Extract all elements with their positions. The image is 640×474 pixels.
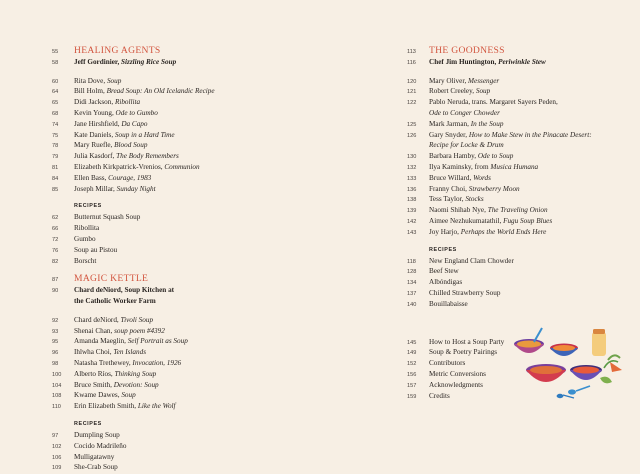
toc-entry xyxy=(52,315,322,326)
page-number: 76 xyxy=(52,247,59,254)
author: Bruce Smith, xyxy=(74,380,112,389)
author: Robert Creeley, xyxy=(429,87,475,96)
entry-title: Contributors xyxy=(429,359,466,368)
author: Bruce Willard, xyxy=(429,173,472,182)
author: Didi Jackson, xyxy=(74,98,114,107)
toc-entry xyxy=(407,86,632,97)
toc-entry xyxy=(407,140,632,151)
page-number: 137 xyxy=(407,290,417,297)
section-heading-healing-agents xyxy=(52,46,322,57)
author: Amanda Maeglin, xyxy=(74,337,126,346)
page-number: 85 xyxy=(52,186,59,193)
work-title: Tivoli Soup xyxy=(120,315,154,324)
work-title: Da Capo xyxy=(121,119,148,128)
work-title: Ten Islands xyxy=(113,348,147,357)
page-number: 82 xyxy=(52,258,59,265)
author: Julia Kasdorf, xyxy=(74,152,115,161)
author: Kate Daniels, xyxy=(74,130,114,139)
page-number: 118 xyxy=(407,258,416,265)
entry-title: Credits xyxy=(429,391,450,400)
recipe-list xyxy=(52,212,322,266)
page-number: 122 xyxy=(407,100,417,107)
toc-entry xyxy=(52,326,322,337)
recipe-list xyxy=(407,256,632,310)
recipe-entry xyxy=(52,234,322,245)
author: Ilya Kaminsky, from xyxy=(429,162,489,171)
recipes-label: RECIPES xyxy=(74,203,102,210)
page-number: 110 xyxy=(52,404,61,411)
toc-entry xyxy=(407,205,632,216)
recipe-entry xyxy=(407,266,632,277)
toc-entry xyxy=(407,194,632,205)
toc-entry xyxy=(52,162,322,173)
entry-title: Dumpling Soup xyxy=(74,430,120,439)
recipe-list xyxy=(52,430,322,473)
toc-entry xyxy=(407,162,632,173)
page-number: 159 xyxy=(407,393,417,400)
toc-entry xyxy=(407,130,632,141)
work-title: Thinking Soup xyxy=(114,369,157,378)
toc-entry xyxy=(52,151,322,162)
section-heading-the-goodness xyxy=(407,46,632,57)
page-number: 87 xyxy=(52,277,59,284)
page-number: 65 xyxy=(52,100,59,107)
work-title: Devotion: Soup xyxy=(113,380,159,389)
author: Joy Harjo, xyxy=(429,227,459,236)
toc-entry xyxy=(52,140,322,151)
page-number: 90 xyxy=(52,288,59,295)
entry-title: Soup au Pistou xyxy=(74,245,118,254)
entry-title: Ribollita xyxy=(74,224,100,233)
page-number: 108 xyxy=(52,393,62,400)
entry-title: Cocido Madrileño xyxy=(74,441,127,450)
toc-lead-entry xyxy=(407,57,632,68)
work-title: Soup xyxy=(121,391,136,400)
work-title: The Body Remembers xyxy=(116,152,179,161)
work-title: Soup in a Hard Time xyxy=(114,130,175,139)
recipe-entry xyxy=(407,256,632,267)
work-title: The Traveling Onion xyxy=(487,206,548,215)
toc-entry xyxy=(407,151,632,162)
page-number: 100 xyxy=(52,371,62,378)
recipe-entry xyxy=(52,212,322,223)
entry-title: Bouillabaisse xyxy=(429,299,468,308)
author: Mary Ruefle, xyxy=(74,141,113,150)
recipes-label: RECIPES xyxy=(74,420,102,427)
toc-entry xyxy=(52,347,322,358)
page-number: 145 xyxy=(407,339,417,346)
page-number: 75 xyxy=(52,132,59,139)
page-number: 92 xyxy=(52,317,59,324)
page-number: 138 xyxy=(407,197,417,204)
author: Chef Jim Huntington, xyxy=(429,57,497,66)
toc-entry xyxy=(52,380,322,391)
toc-entry xyxy=(52,108,322,119)
entry-title: She-Crab Soup xyxy=(74,463,118,472)
work-title: Musica Humana xyxy=(490,162,539,171)
entry-title: New England Clam Chowder xyxy=(429,256,514,265)
page-number: 134 xyxy=(407,280,417,287)
author: Pablo Neruda, trans. Margaret Sayers Peden, xyxy=(429,98,558,107)
toc-entry xyxy=(407,108,632,119)
toc-entry xyxy=(52,119,322,130)
page-number: 79 xyxy=(52,154,59,161)
toc-entry xyxy=(52,97,322,108)
page-number: 116 xyxy=(407,59,416,66)
toc-entry-list xyxy=(52,315,322,412)
author: Jane Hirshfield, xyxy=(74,119,120,128)
page-number: 132 xyxy=(407,164,417,171)
page-number: 143 xyxy=(407,229,417,236)
recipe-entry xyxy=(407,299,632,310)
recipe-entry xyxy=(52,462,322,473)
page-number: 84 xyxy=(52,175,59,182)
work-title: Blood Soup xyxy=(114,141,148,150)
author: Chard deNiord, xyxy=(74,315,119,324)
work-title: Ribollita xyxy=(114,98,141,107)
section-title: THE GOODNESS xyxy=(429,45,505,56)
page-number: 157 xyxy=(407,382,417,389)
work-title: Perhaps the World Ends Here xyxy=(460,227,547,236)
entry-title: Mulligatawny xyxy=(74,452,115,461)
page-number: 152 xyxy=(407,361,417,368)
toc-entry xyxy=(407,76,632,87)
work-title: Self Portrait as Soup xyxy=(127,337,188,346)
page-number: 55 xyxy=(52,49,59,55)
page-number: 95 xyxy=(52,339,59,346)
page-number: 121 xyxy=(407,89,417,96)
entry-title: Metric Conversions xyxy=(429,369,486,378)
page-number: 140 xyxy=(407,301,417,308)
page-number: 93 xyxy=(52,328,59,335)
entry-title: Albóndigas xyxy=(429,278,463,287)
author: Mary Oliver, xyxy=(429,76,467,85)
work-title: Soup xyxy=(106,76,122,85)
recipe-entry xyxy=(52,245,322,256)
author: Rita Dove, xyxy=(74,76,106,85)
page-number: 106 xyxy=(52,454,62,461)
author: Naomi Shihab Nye, xyxy=(429,206,486,215)
page-number: 68 xyxy=(52,110,59,117)
toc-entry-list xyxy=(52,76,322,195)
author: Aimee Nezhukumatathil, xyxy=(429,216,502,225)
author: Shenai Chan, xyxy=(74,326,113,335)
work-title: Ode to Conger Chowder xyxy=(429,108,500,117)
author: Bill Holm, xyxy=(74,87,105,96)
work-title: Soup xyxy=(475,87,491,96)
page-number: 130 xyxy=(407,154,417,161)
work-title: Strawberry Moon xyxy=(468,184,520,193)
toc-entry xyxy=(407,227,632,238)
entry-title: Soup & Poetry Pairings xyxy=(429,348,498,357)
toc-entry xyxy=(52,401,322,412)
author: Gary Snyder, xyxy=(429,130,468,139)
author: Elizabeth Kirkpatrick-Vrenios, xyxy=(74,162,163,171)
recipe-entry xyxy=(52,430,322,441)
work-title: the Catholic Worker Farm xyxy=(74,296,156,305)
toc-lead-entry xyxy=(52,57,322,68)
entry-title: Gumbo xyxy=(74,234,96,243)
work-title: Invocation, 1926 xyxy=(132,358,182,367)
toc-entry xyxy=(52,184,322,195)
recipe-entry xyxy=(52,256,322,267)
page-number: 60 xyxy=(52,78,59,85)
entry-title: Acknowledgments xyxy=(429,380,483,389)
page-number: 74 xyxy=(52,121,59,128)
author: Kwame Dawes, xyxy=(74,391,120,400)
toc-entry xyxy=(407,119,632,130)
work-title: Words xyxy=(473,173,491,182)
toc-lead-entry xyxy=(52,285,322,296)
page-number: 128 xyxy=(407,269,417,276)
page-number: 102 xyxy=(52,443,62,450)
toc-entry xyxy=(52,358,322,369)
author: Tess Taylor, xyxy=(429,195,464,204)
author: Erin Elizabeth Smith, xyxy=(74,402,137,411)
page-number: 96 xyxy=(52,350,59,357)
page-number: 149 xyxy=(407,350,417,357)
author: Joseph Millar, xyxy=(74,184,115,193)
toc-entry xyxy=(407,184,632,195)
page-number: 98 xyxy=(52,360,59,367)
work-title: Recipe for Locke & Drum xyxy=(429,141,504,150)
page-number: 113 xyxy=(407,49,416,55)
toc-entry xyxy=(52,336,322,347)
page-number: 136 xyxy=(407,186,417,193)
author: Mark Jarman, xyxy=(429,119,469,128)
work-title: Messenger xyxy=(468,76,500,85)
toc-entry xyxy=(52,130,322,141)
page-number: 125 xyxy=(407,121,417,128)
toc-entry xyxy=(407,173,632,184)
work-title: Sunday Night xyxy=(116,184,156,193)
entry-title: Borscht xyxy=(74,256,97,265)
work-title: Ode to Soup xyxy=(477,152,514,161)
page-number: 104 xyxy=(52,382,62,389)
work-title: Communion xyxy=(164,162,200,171)
work-title: soup poem #4392 xyxy=(114,326,165,335)
recipe-entry xyxy=(52,441,322,452)
page-number: 142 xyxy=(407,218,417,225)
page-number: 64 xyxy=(52,89,59,96)
section-heading-magic-kettle xyxy=(52,274,322,285)
work-title: Bread Soup: An Old Icelandic Recipe xyxy=(106,87,215,96)
entry-title: Butternut Squash Soup xyxy=(74,213,141,222)
author: Kevin Young, xyxy=(74,108,114,117)
toc-entry xyxy=(407,97,632,108)
page-number: 126 xyxy=(407,132,417,139)
author: Natasha Trethewey, xyxy=(74,358,131,367)
toc-left-column xyxy=(52,46,322,473)
work-title: Like the Wolf xyxy=(137,402,176,411)
entry-title: Chilled Strawberry Soup xyxy=(429,288,501,297)
entry-title: How to Host a Soup Party xyxy=(429,337,505,346)
page-number: 58 xyxy=(52,59,59,66)
work-title: Stocks xyxy=(465,195,484,204)
work-title: Courage, 1983 xyxy=(108,173,152,182)
recipe-entry xyxy=(407,288,632,299)
work-title: Sizzling Rice Soup xyxy=(121,57,177,66)
recipes-label: RECIPES xyxy=(429,246,457,253)
toc-lead-entry-continued xyxy=(52,296,322,307)
page-number: 72 xyxy=(52,236,59,243)
toc-entry xyxy=(52,369,322,380)
section-title: MAGIC KETTLE xyxy=(74,273,149,285)
recipe-entry xyxy=(407,277,632,288)
soup-bowls-illustration xyxy=(512,326,624,402)
work-title: Ode to Gumbo xyxy=(115,108,158,117)
work-title: Periwinkle Stew xyxy=(498,57,546,66)
page-number: 81 xyxy=(52,164,59,171)
entry-title: Beef Stew xyxy=(429,267,459,276)
work-title: Soup Kitchen at xyxy=(124,286,175,295)
author: Chard deNiord, xyxy=(74,286,123,295)
author: Ellen Bass, xyxy=(74,173,107,182)
toc-entry-list xyxy=(407,76,632,238)
page-number: 66 xyxy=(52,226,59,233)
author: Barbara Hamby, xyxy=(429,152,477,161)
page-number: 133 xyxy=(407,175,417,182)
toc-entry xyxy=(407,216,632,227)
toc-entry xyxy=(52,86,322,97)
toc-entry xyxy=(52,173,322,184)
author: Alberto Ríos, xyxy=(74,369,113,378)
page-number: 97 xyxy=(52,432,59,439)
work-title: In the Soup xyxy=(470,119,504,128)
author: Franny Choi, xyxy=(429,184,467,193)
work-title: Fugu Soup Blues xyxy=(503,216,553,225)
page-number: 139 xyxy=(407,208,417,215)
page-number: 156 xyxy=(407,371,417,378)
recipe-entry xyxy=(52,452,322,463)
page-number: 78 xyxy=(52,143,59,150)
section-title: HEALING AGENTS xyxy=(74,45,161,56)
recipe-entry xyxy=(52,223,322,234)
author: Jeff Gordinier, xyxy=(74,57,120,66)
toc-entry xyxy=(52,76,322,87)
work-title: How to Make Stew in the Pinacate Desert: xyxy=(468,130,592,139)
toc-entry xyxy=(52,390,322,401)
page-number: 109 xyxy=(52,465,62,472)
page-number: 120 xyxy=(407,78,417,85)
author: Ihlwha Choi, xyxy=(74,348,112,357)
page-number: 62 xyxy=(52,215,59,222)
